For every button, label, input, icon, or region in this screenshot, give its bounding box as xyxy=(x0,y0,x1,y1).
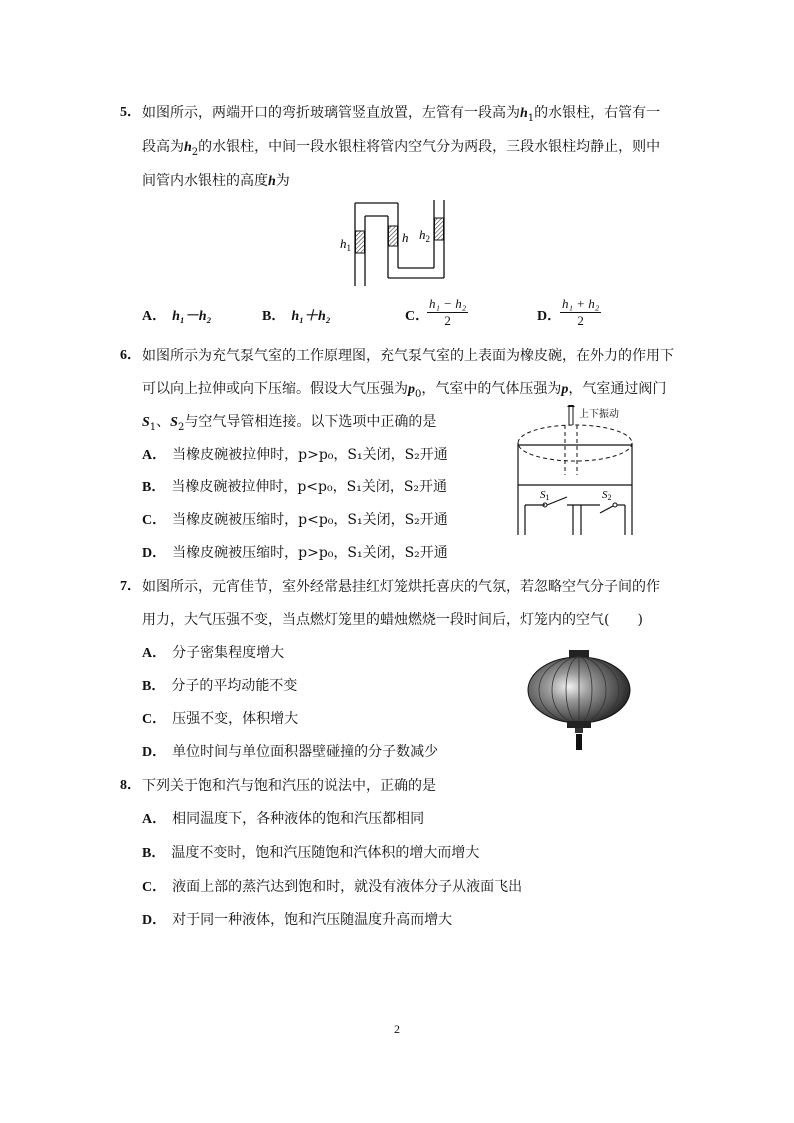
q6-number: 6． xyxy=(120,348,141,363)
q8-option-a[interactable]: A． 相同温度下，各种液体的饱和汽压都相同 xyxy=(142,811,425,827)
q6-option-b[interactable]: B． 当橡皮碗被拉伸时，p<p₀，S₁关闭，S₂开通 xyxy=(142,479,448,495)
q5-mercury-h xyxy=(389,226,398,246)
q5-u-tube-figure xyxy=(330,198,460,286)
q8-option-d[interactable]: D． 对于同一种液体，饱和汽压随温度升高而增大 xyxy=(142,912,453,928)
q8-option-c[interactable]: C． 液面上部的蒸汽达到饱和时，就没有液体分子从液面飞出 xyxy=(142,879,523,895)
q5-line-3: 间管内水银柱的高度h为 xyxy=(142,173,290,189)
q8-line-1: 下列关于饱和汽与饱和汽压的说法中，正确的是 xyxy=(142,778,436,794)
q5-line-2: 段高为$h_2$的水银柱，中间一段水银柱将管内空气分为两段，三段水银柱均静止，则中 xyxy=(142,139,661,158)
q5-mercury-h1 xyxy=(356,231,365,253)
q6-s2-label: S2 xyxy=(602,489,612,502)
q5-option-b[interactable]: B． h₁＋h₂ xyxy=(262,309,331,324)
q6-vibrate-label: 上下振动 xyxy=(579,409,619,420)
q5-mercury-h2 xyxy=(435,218,444,240)
q6-pump-figure xyxy=(515,405,645,541)
q5-option-a[interactable]: A． h₁－h₂ xyxy=(142,309,212,324)
q6-option-c[interactable]: C． 当橡皮碗被压缩时，p<p₀，S₁关闭，S₂开通 xyxy=(142,512,448,528)
q5-option-c-fraction: $\frac{\text{h₁ − h₂}}{2}$ xyxy=(429,296,467,328)
q8-option-b[interactable]: B． 温度不变时，饱和汽压随饱和汽体积的增大而增大 xyxy=(142,845,480,861)
q7-line-2: 用力，大气压强不变，当点燃灯笼里的蜡烛燃烧一段时间后，灯笼内的空气( ) xyxy=(142,612,643,628)
q7-lantern-figure xyxy=(525,650,635,752)
q6-s1-label: S1 xyxy=(540,489,550,502)
q7-line-1: 如图所示，元宵佳节，室外经常悬挂红灯笼烘托喜庆的气氛，若忽略空气分子间的作 xyxy=(142,579,660,595)
q8-number: 8． xyxy=(120,778,141,793)
q7-number: 7． xyxy=(120,579,141,594)
q5-fig-label-h: h xyxy=(402,230,409,245)
q5-option-d-fraction: $\frac{\text{h₁ + h₂}}{2}$ xyxy=(562,296,600,328)
q5-fig-label-h1: $h_1$ xyxy=(340,236,351,253)
q5-option-c[interactable]: C． xyxy=(405,309,430,324)
q5-number: 5． xyxy=(120,105,141,120)
page-number: 2 xyxy=(394,1022,400,1036)
q7-option-a[interactable]: A． 分子密集程度增大 xyxy=(142,645,285,661)
q5-line-1: 如图所示，两端开口的弯折玻璃管竖直放置，左管有一段高为$h_1$的水银柱，右管有一 xyxy=(142,105,661,124)
q7-option-c[interactable]: C． 压强不变，体积增大 xyxy=(142,711,299,727)
q6-line-1: 如图所示为充气泵气室的工作原理图，充气泵气室的上表面为橡皮碗，在外力的作用下 xyxy=(142,348,674,364)
q6-line-3: $S_1$、$S_2$与空气导管相连接。以下选项中正确的是 xyxy=(142,414,437,433)
q5-option-d[interactable]: D． xyxy=(537,309,562,324)
q6-line-2: 可以向上拉伸或向下压缩。假设大气压强为$p_0$，气室中的气体压强为p，气室通过阀门 xyxy=(142,381,667,400)
q5-fig-label-h2: $h_2$ xyxy=(419,227,430,244)
q6-option-a[interactable]: A． 当橡皮碗被拉伸时，p>p₀，S₁关闭，S₂开通 xyxy=(142,447,448,463)
q7-option-d[interactable]: D． 单位时间与单位面积器壁碰撞的分子数减少 xyxy=(142,744,439,760)
q7-option-b[interactable]: B． 分子的平均动能不变 xyxy=(142,678,298,694)
q6-option-d[interactable]: D． 当橡皮碗被压缩时，p>p₀，S₁关闭，S₂开通 xyxy=(142,545,448,561)
